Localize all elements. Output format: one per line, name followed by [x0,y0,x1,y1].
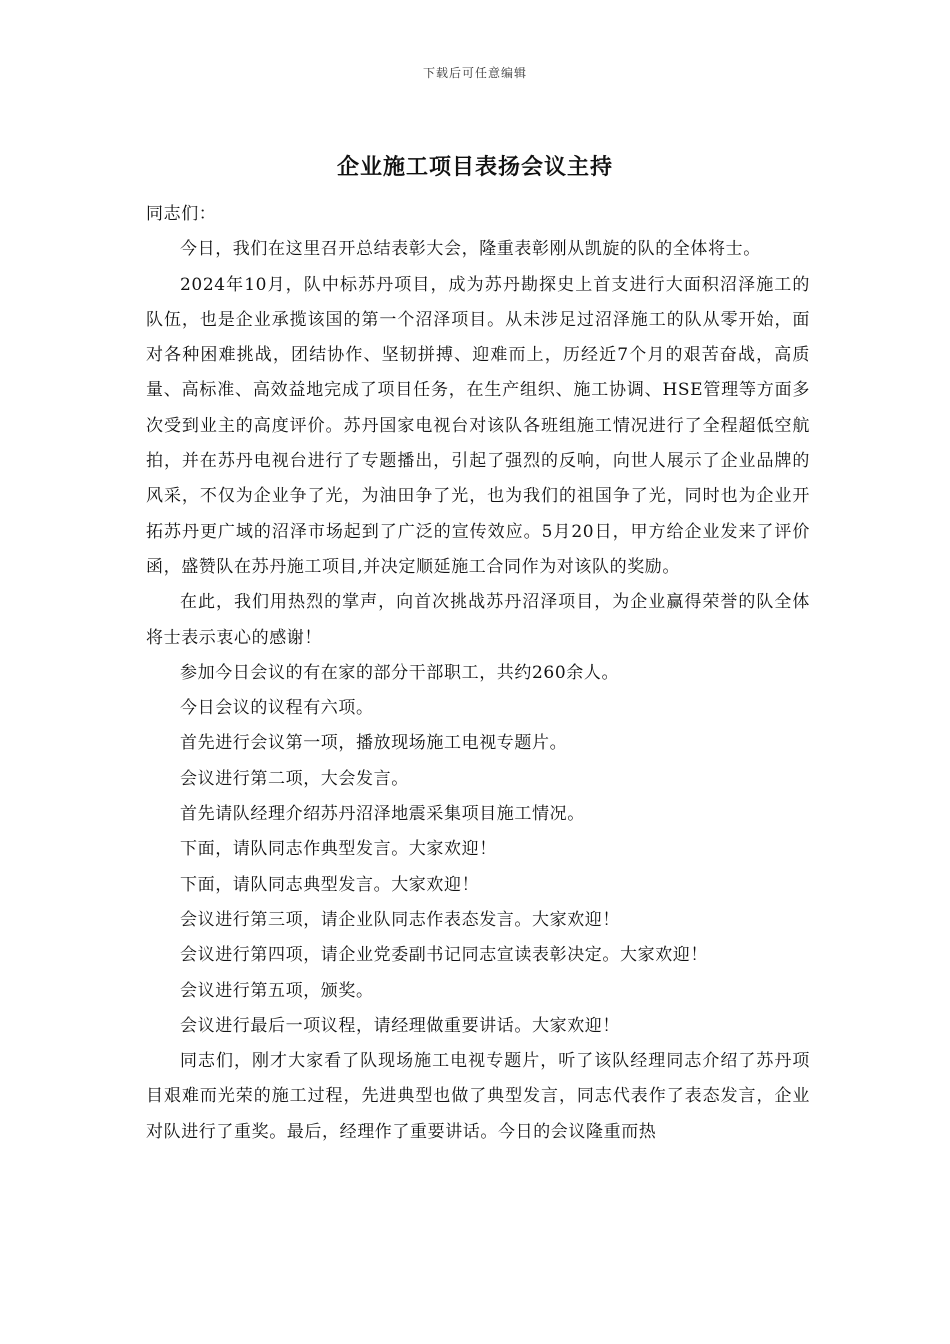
paragraph-opening: 今日，我们在这里召开总结表彰大会，隆重表彰刚从凯旋的队的全体将士。 [180,239,761,260]
paragraph-attendance: 参加今日会议的有在家的部分干部职工，共约260余人。 [180,662,620,683]
agenda-item-6: 会议进行最后一项议程，请经理做重要讲话。大家欢迎！ [180,1015,620,1036]
agenda-item-5: 会议进行第五项，颁奖。 [180,980,374,1001]
agenda-item-2-speech-b: 下面，请队同志典型发言。大家欢迎！ [180,874,480,895]
document-body [146,197,810,1150]
agenda-item-2-speech-a: 下面，请队同志作典型发言。大家欢迎！ [180,839,497,860]
paragraph-summary: 同志们，刚才大家看了队现场施工电视专题片，听了该队经理同志介绍了苏丹项目艰难而光荣的施工过程，先进典型也做了典型发言，同志代表作了表态发言，企业对队进行了重奖。最后，经理作了重要讲话。今日的会议隆重而热 [146,1051,810,1142]
agenda-item-3: 会议进行第三项，请企业队同志作表态发言。大家欢迎！ [180,909,620,930]
salutation: 同志们： [146,204,217,224]
header-note: 下载后可任意编辑 [422,66,527,80]
agenda-item-2: 会议进行第二项，大会发言。 [180,768,409,789]
document-title: 企业施工项目表扬会议主持 [336,154,613,180]
paragraph-agenda-intro: 今日会议的议程有六项。 [180,698,374,719]
agenda-item-2-manager-report: 首先请队经理介绍苏丹沼泽地震采集项目施工情况。 [180,804,585,825]
agenda-item-4: 会议进行第四项，请企业党委副书记同志宣读表彰决定。大家欢迎！ [180,945,708,966]
paragraph-project-background: 2024年10月，队中标苏丹项目，成为苏丹勘探史上首支进行大面积沼泽施工的队伍，也是企业承揽该国的第一个沼泽项目。从未涉足过沼泽施工的队从零开始，面对各种困难挑战，团结协作、坚韧拼搏、迎难而上，历经近7个月的艰苦奋战，高质量、高标准、高效益地完成了项目任务，在生产组织、施工协调、HSE管理等方面多次受到业主的高度评价。苏丹国家电视台对该队各班组施工情况进行了全程超低空航拍，并在苏丹电视台进行了专题播出，引起了强烈的反响，向世人展示了企业品牌的风采，不仅为企业争了光，为油田争了光，也为我们的祖国争了光，同时也为企业开拓苏丹更广域的沼泽市场起到了广泛的宣传效应。5月20日，甲方给企业发来了评价函，盛赞队在苏丹施工项目,并决定顺延施工合同作为对该队的奖励。 [146,274,810,577]
paragraph-thanks: 在此，我们用热烈的掌声，向首次挑战苏丹沼泽项目，为企业赢得荣誉的队全体将士表示衷心的感谢！ [146,592,810,648]
agenda-item-1: 首先进行会议第一项，播放现场施工电视专题片。 [180,733,568,754]
